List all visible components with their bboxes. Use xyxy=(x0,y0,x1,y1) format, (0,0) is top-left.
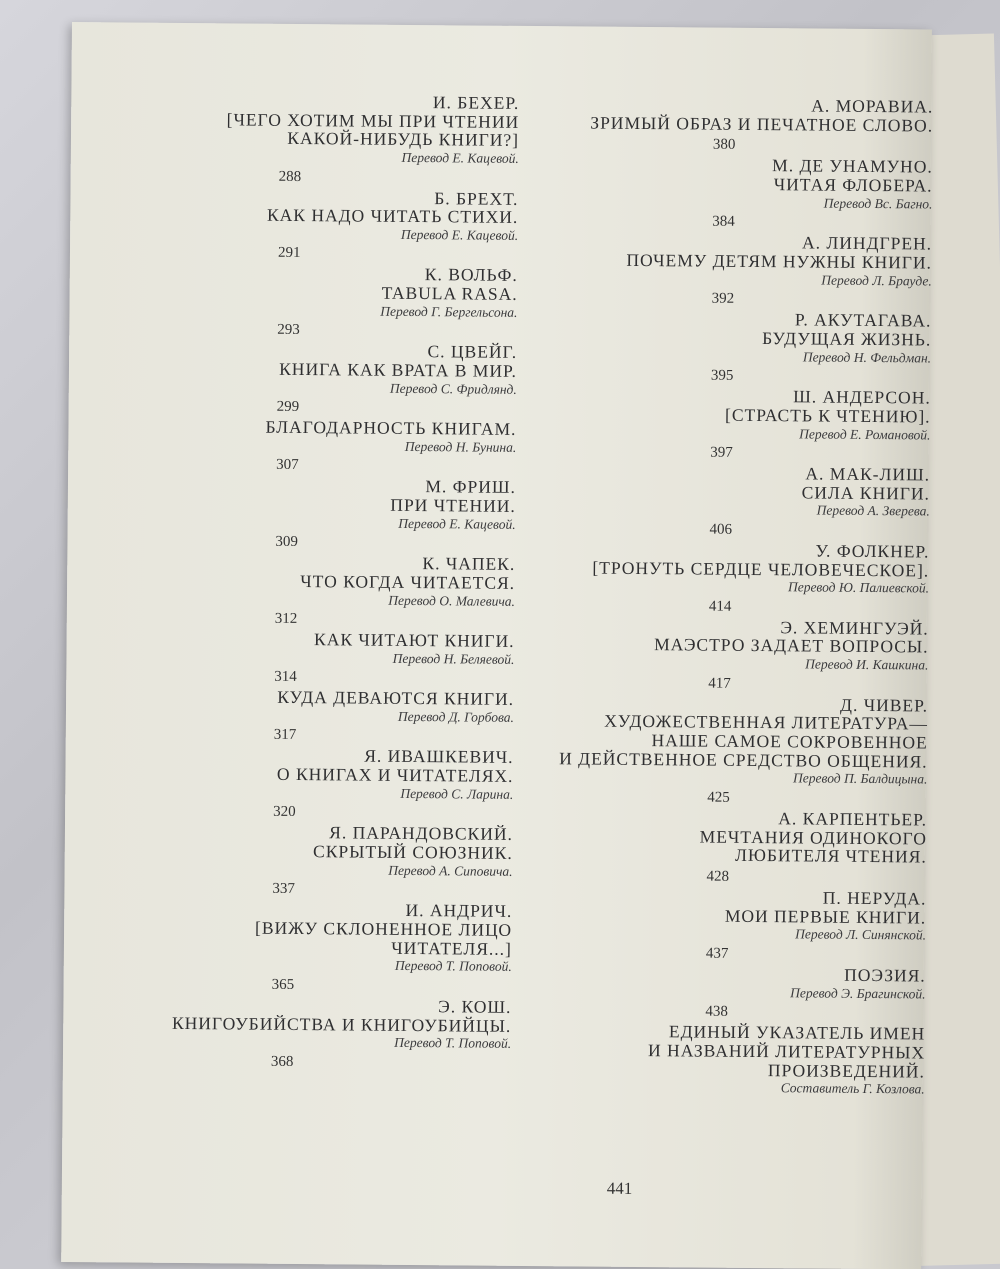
entry-title: ПРОИЗВЕДЕНИЙ. xyxy=(767,1059,925,1081)
entry-author: Р. АКУТАГАВА. xyxy=(794,309,932,331)
contents-entry xyxy=(99,90,520,166)
entry-page-number: 320 xyxy=(273,804,296,821)
entry-translator: Перевод А. Зверева. xyxy=(816,502,930,519)
contents-entry xyxy=(513,94,933,135)
entry-title: [ТРОНУТЬ СЕРДЦЕ ЧЕЛОВЕЧЕСКОЕ]. xyxy=(592,557,930,581)
entry-translator: Перевод А. Сиповича. xyxy=(388,862,513,879)
page-number: 441 xyxy=(606,1178,633,1198)
entry-translator: Перевод О. Малевича. xyxy=(388,592,516,609)
entry-title: МОИ ПЕРВЫЕ КНИГИ. xyxy=(724,905,927,928)
entry-translator: Перевод Д. Горбова. xyxy=(397,708,515,725)
entry-title: ЛЮБИТЕЛЯ ЧТЕНИЯ. xyxy=(734,845,927,867)
entry-title: КНИГА КАК ВРАТА В МИР. xyxy=(279,358,518,381)
entry-author: А. МОРАВИА. xyxy=(811,95,934,117)
entry-translator: Перевод Н. Фельдман. xyxy=(802,349,932,366)
entry-translator: Перевод Н. Беляевой. xyxy=(392,650,515,667)
entry-page-number: 397 xyxy=(710,444,733,461)
entry-translator: Перевод П. Балдицына. xyxy=(793,770,928,787)
entry-title: ЧИТАЯ ФЛОБЕРА. xyxy=(773,174,933,196)
entry-page-number: 428 xyxy=(706,868,730,885)
entry-translator: Составитель Г. Козлова. xyxy=(780,1080,925,1097)
contents-entry xyxy=(509,539,929,597)
entry-page-number: 317 xyxy=(273,727,297,744)
entry-translator: Перевод Е. Кацевой. xyxy=(401,150,519,167)
contents-entry xyxy=(506,886,926,944)
entry-translator: Перевод Вс. Багно. xyxy=(823,195,933,212)
entry-page-number: 288 xyxy=(278,168,302,185)
entry-page-number: 314 xyxy=(274,669,297,686)
entry-translator: Перевод Л. Синянской. xyxy=(795,926,927,943)
contents-column-left xyxy=(91,90,520,1074)
entry-page-number: 406 xyxy=(709,521,733,538)
entry-title: ЗРИМЫЙ ОБРАЗ И ПЕЧАТНОЕ СЛОВО. xyxy=(590,112,934,136)
entry-author: Д. ЧИВЕР. xyxy=(840,694,929,716)
entry-author: К. ЧАПЕК. xyxy=(422,553,516,575)
contents-entry xyxy=(96,475,516,533)
entry-page-number: 417 xyxy=(708,675,731,692)
entry-page-number: 307 xyxy=(276,457,299,474)
entry-title: ЧТО КОГДА ЧИТАЕТСЯ. xyxy=(300,570,516,593)
contents-column-right xyxy=(505,94,934,1097)
entry-author: А. МАК-ЛИШ. xyxy=(805,463,931,485)
entry-page-number: 380 xyxy=(712,137,736,154)
contents-entry xyxy=(95,551,515,609)
entry-page-number: 425 xyxy=(707,789,730,806)
entry-title: БУДУЩАЯ ЖИЗНЬ. xyxy=(762,327,932,350)
entry-title: ЧИТАТЕЛЯ...] xyxy=(391,937,513,959)
entry-translator: Перевод Ю. Палиевской. xyxy=(787,579,930,596)
entry-author: У. ФОЛКНЕР. xyxy=(815,540,930,562)
entry-translator: Перевод Е. Романовой. xyxy=(799,425,931,443)
contents-entry xyxy=(507,807,927,867)
entry-page-number: 438 xyxy=(705,1003,728,1020)
entry-author: К. ВОЛЬФ. xyxy=(424,264,518,286)
entry-author: П. НЕРУДА. xyxy=(822,887,927,909)
entry-page-number: 337 xyxy=(272,880,296,898)
entry-author: А. КАРПЕНТЬЕР. xyxy=(778,808,928,830)
contents-entry xyxy=(93,745,513,803)
entry-page-number: 312 xyxy=(274,610,298,628)
contents-entry xyxy=(92,898,513,974)
entry-translator: Перевод С. Ларина. xyxy=(400,785,514,802)
entry-title: БЛАГОДАРНОСТЬ КНИГАМ. xyxy=(265,416,517,440)
entry-translator: Перевод Е. Кацевой. xyxy=(400,226,519,243)
entry-title: КАК ЧИТАЮТ КНИГИ. xyxy=(314,629,515,652)
contents-entry xyxy=(97,263,517,321)
contents-entry xyxy=(96,416,516,455)
entry-page-number: 437 xyxy=(705,945,729,962)
entry-page-number: 309 xyxy=(275,534,299,551)
entry-translator: Перевод Э. Брагинской. xyxy=(790,984,926,1002)
entry-title: СКРЫТЫЙ СОЮЗНИК. xyxy=(312,841,513,863)
entry-author: Э. ХЕМИНГУЭЙ. xyxy=(780,616,929,639)
entry-author: Б. БРЕХТ. xyxy=(434,187,519,209)
entry-title: ПРИ ЧТЕНИИ. xyxy=(390,494,516,516)
contents-entry xyxy=(511,308,931,366)
entry-author: Я. ИВАШКЕВИЧ. xyxy=(364,746,514,768)
entry-title: МАЭСТРО ЗАДАЕТ ВОПРОСЫ. xyxy=(654,634,929,657)
entry-title: ПОЧЕМУ ДЕТЯМ НУЖНЫ КНИГИ. xyxy=(626,249,933,273)
contents-entry xyxy=(97,340,517,398)
entry-translator: Перевод Т. Поповой. xyxy=(394,1035,512,1052)
entry-author: М. ФРИШ. xyxy=(425,476,517,498)
entry-page-number: 299 xyxy=(276,399,300,416)
contents-entry xyxy=(94,687,514,726)
contents-entry xyxy=(93,822,513,880)
entry-author: И. БЕХЕР. xyxy=(432,92,520,113)
entry-translator: Перевод Т. Поповой. xyxy=(394,958,512,975)
entry-title: ЕДИНЫЙ УКАЗАТЕЛЬ ИМЕН xyxy=(668,1021,926,1044)
book-page xyxy=(61,22,932,1269)
entry-title: КАКОЙ-НИБУДЬ КНИГИ?] xyxy=(287,128,520,151)
contents-entry xyxy=(510,462,930,520)
entry-title: И НАЗВАНИЙ ЛИТЕРАТУРНЫХ xyxy=(648,1039,926,1063)
entry-title: ПОЭЗИЯ. xyxy=(844,964,926,986)
entry-title: МЕЧТАНИЯ ОДИНОКОГО xyxy=(699,826,927,849)
entry-title: [СТРАСТЬ К ЧТЕНИЮ]. xyxy=(724,404,931,427)
contents-entry xyxy=(91,994,511,1052)
entry-title: ХУДОЖЕСТВЕННАЯ ЛИТЕРАТУРА— xyxy=(604,710,928,734)
contents-entry xyxy=(98,186,518,244)
entry-translator: Перевод Е. Кацевой. xyxy=(398,515,516,532)
entry-author: А. ЛИНДГРЕН. xyxy=(801,232,933,254)
entry-author: С. ЦВЕЙГ. xyxy=(427,341,518,363)
entry-translator: Перевод Г. Бергельсона. xyxy=(380,303,518,320)
entry-author: М. ДЕ УНАМУНО. xyxy=(772,155,933,177)
entry-title: [ЧЕГО ХОТИМ МЫ ПРИ ЧТЕНИИ xyxy=(226,109,520,132)
entry-page-number: 414 xyxy=(708,598,732,615)
entry-title: НАШЕ САМОЕ СОКРОВЕННОЕ xyxy=(651,730,928,753)
contents-entry xyxy=(512,154,932,212)
contents-entry xyxy=(94,628,514,667)
entry-page-number: 291 xyxy=(277,245,301,262)
entry-title: КУДА ДЕВАЮТСЯ КНИГИ. xyxy=(277,687,515,710)
entry-author: Э. КОШ. xyxy=(438,996,512,1017)
entry-page-number: 392 xyxy=(711,290,735,307)
entry-page-number: 365 xyxy=(271,976,295,993)
entry-title: TABULA RASA. xyxy=(381,282,518,305)
entry-author: Я. ПАРАНДОВСКИЙ. xyxy=(329,822,514,845)
entry-translator: Перевод С. Фридлянд. xyxy=(389,380,517,397)
entry-page-number: 384 xyxy=(712,213,735,231)
entry-translator: Перевод Л. Брауде. xyxy=(821,272,932,289)
entry-translator: Перевод И. Кашкина. xyxy=(805,656,929,673)
contents-entry xyxy=(508,616,928,674)
contents-entry xyxy=(506,963,926,1002)
entry-title: [ВИЖУ СКЛОНЕННОЕ ЛИЦО xyxy=(254,917,513,940)
entry-title: И ДЕЙСТВЕННОЕ СРЕДСТВО ОБЩЕНИЯ. xyxy=(559,747,928,772)
entry-page-number: 293 xyxy=(277,322,300,339)
entry-page-number: 395 xyxy=(710,367,734,384)
entry-title: КАК НАДО ЧИТАТЬ СТИХИ. xyxy=(266,205,519,228)
entry-translator: Перевод Н. Бунина. xyxy=(404,438,517,455)
entry-page-number: 368 xyxy=(270,1053,294,1070)
entry-title: КНИГОУБИЙСТВА И КНИГОУБИЙЦЫ. xyxy=(171,1012,512,1036)
contents-entry xyxy=(507,692,928,787)
entry-author: Ш. АНДЕРСОН. xyxy=(793,386,931,408)
entry-title: СИЛА КНИГИ. xyxy=(801,482,931,504)
contents-entry xyxy=(512,231,932,289)
entry-title: О КНИГАХ И ЧИТАТЕЛЯХ. xyxy=(276,763,514,787)
entry-author: И. АНДРИЧ. xyxy=(405,900,513,922)
contents-entry xyxy=(505,1021,926,1097)
contents-entry xyxy=(510,385,930,443)
